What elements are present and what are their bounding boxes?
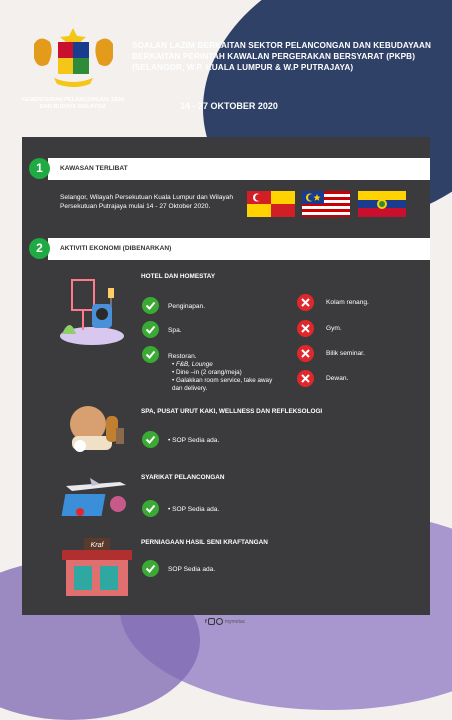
restoran-detail: • Galakkan room service, take away dan delivery.: [172, 377, 284, 393]
restoran-detail: • F&B, Lounge: [172, 361, 284, 369]
social-footer: [205, 618, 245, 625]
kuala-lumpur-flag-icon: [302, 191, 350, 217]
cross-icon: [297, 370, 314, 387]
restoran-details: [172, 361, 284, 393]
hotel-banned-item: Gym.: [326, 325, 342, 332]
spa-item: • SOP Sedia ada.: [168, 437, 220, 444]
ministry-name: KEMENTERIAN PELANCONGAN, SENI DAN BUDAYA MALAYSIA: [21, 97, 125, 110]
check-icon: [142, 321, 159, 338]
travel-section-title: SYARIKAT PELANCONGAN: [141, 474, 225, 481]
section-1-number: 1: [29, 158, 50, 179]
hotel-banned-item: Kolam renang.: [326, 299, 369, 306]
section-1-label: KAWASAN TERLIBAT: [60, 165, 128, 172]
twitter-icon[interactable]: [216, 618, 223, 625]
hotel-allowed-item: Spa.: [168, 327, 182, 334]
header: [0, 0, 452, 135]
page-title: SOALAN LAZIM BERKAITAN SEKTOR PELANCONGAN DAN KEBUDAYAAN BERKAITAN PERINTAH KAWALAN PERGERAKAN BERSYARAT (PKPB) (SELANGOR, W.P. KUALA LUMPUR & W.P PUTRAJAYA): [132, 41, 431, 72]
cross-icon: [297, 294, 314, 311]
coat-of-arms-icon: [26, 22, 121, 92]
hotel-room-illustration: [52, 270, 132, 350]
date-range: 14 - 27 OKTOBER 2020: [180, 101, 278, 111]
section-2-number: 2: [29, 238, 50, 259]
craft-shop-illustration: [60, 536, 134, 598]
check-icon: [142, 560, 159, 577]
section-2-label: AKTIVITI EKONOMI (DIBENARKAN): [60, 245, 172, 252]
putrajaya-flag-icon: [358, 191, 406, 217]
instagram-icon[interactable]: [208, 618, 215, 625]
check-icon: [142, 297, 159, 314]
cross-icon: [297, 345, 314, 362]
social-handle: mymotac: [224, 618, 246, 625]
check-icon: [142, 346, 159, 363]
restoran-detail: • Dine –in (2 orang/meja): [172, 369, 284, 377]
travel-illustration: [60, 468, 136, 526]
cross-icon: [297, 320, 314, 337]
check-icon: [142, 431, 159, 448]
craft-item: SOP Sedia ada.: [168, 566, 216, 573]
section-1-text: Selangor, Wilayah Persekutuan Kuala Lumpur dan Wilayah Persekutuan Putrajaya mulai 14 - 27 Oktober 2020.: [60, 194, 234, 210]
hotel-allowed-item: Restoran.: [168, 353, 197, 360]
spa-illustration: [66, 402, 132, 460]
selangor-flag-icon: [247, 191, 295, 217]
facebook-icon[interactable]: f: [205, 618, 207, 625]
spa-section-title: SPA, PUSAT URUT KAKI, WELLNESS DAN REFLEKSOLOGI: [141, 408, 323, 415]
hotel-section-title: HOTEL DAN HOMESTAY: [141, 273, 216, 280]
check-icon: [142, 500, 159, 517]
hotel-banned-item: Bilik seminar.: [326, 350, 365, 357]
craft-section-title: PERNIAGAAN HASIL SENI KRAFTANGAN: [141, 539, 268, 546]
hotel-banned-item: Dewan.: [326, 375, 349, 382]
travel-item: • SOP Sedia ada.: [168, 506, 220, 513]
shop-sign-text: Kraf: [90, 542, 104, 549]
hotel-allowed-item: Penginapan.: [168, 303, 206, 310]
